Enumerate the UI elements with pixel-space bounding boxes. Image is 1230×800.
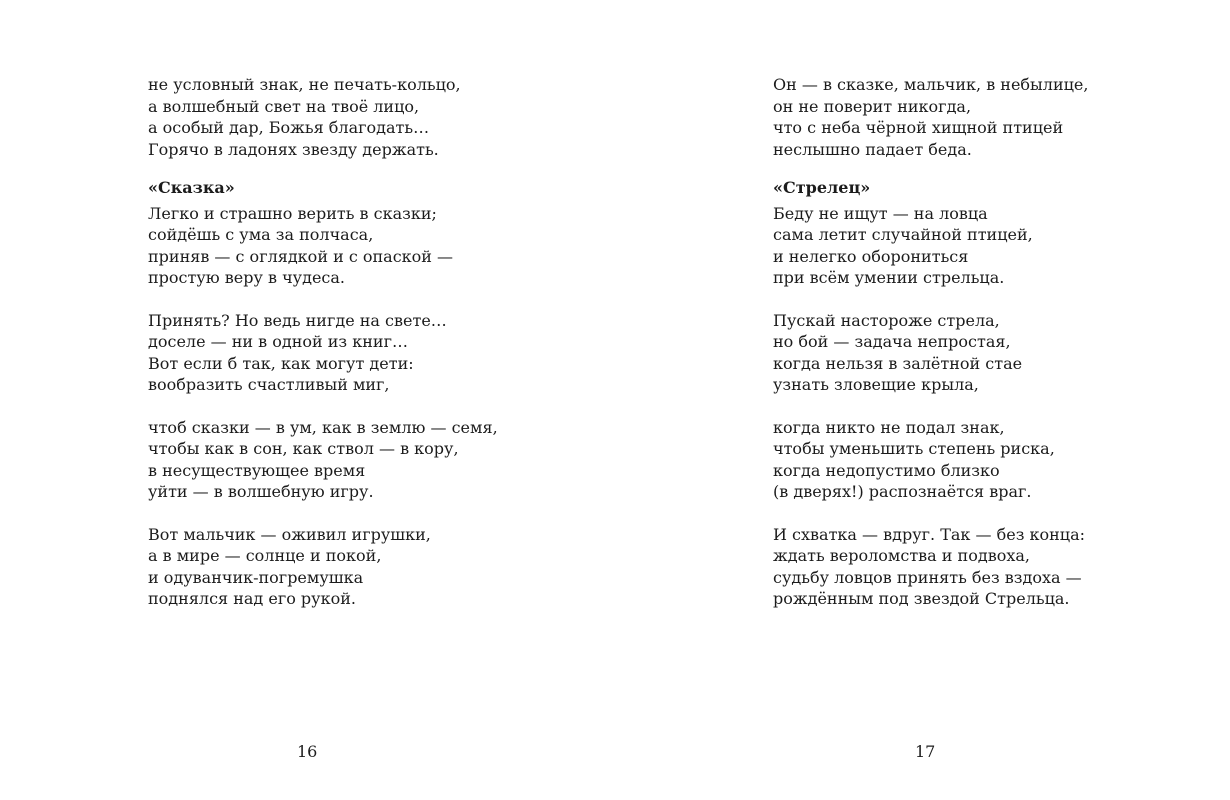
verse-line: уйти — в волшебную игру.: [148, 482, 374, 501]
verse-line: он не поверит никогда,: [773, 96, 972, 116]
left-page-text: [148, 74, 498, 631]
stanza: [773, 417, 1088, 503]
verse-line: Горячо в ладонях звезду держать.: [148, 139, 439, 159]
verse-line: в несуществующее время: [148, 460, 366, 480]
verse-line: сама летит случайной птицей,: [773, 225, 1033, 244]
poem-title: «Стрелец»: [773, 178, 871, 197]
stanza: [148, 310, 498, 396]
stanza: [148, 74, 498, 160]
verse-line: а особый дар, Божья благодать…: [148, 118, 430, 137]
verse-line: неслышно падает беда.: [773, 139, 972, 159]
verse-line: Пускай настороже стрела,: [773, 310, 1000, 330]
verse-line: и нелегко оборониться: [773, 246, 969, 266]
verse-line: чтоб сказки — в ум, как в землю — семя,: [148, 417, 498, 437]
verse-line: доселе — ни в одной из книг…: [148, 332, 408, 351]
stanza: [148, 417, 498, 503]
verse-line: что с неба чёрной хищной птицей: [773, 118, 1064, 137]
verse-line: узнать зловещие крыла,: [773, 375, 979, 394]
verse-line: И схватка — вдруг. Так — без конца:: [773, 524, 1086, 544]
verse-line: чтобы уменьшить степень риска,: [773, 439, 1055, 458]
verse-line: Беду не ищут — на ловца: [773, 203, 988, 223]
verse-line: (в дверях!) распознаётся враг.: [773, 482, 1032, 501]
verse-line: Вот если б так, как могут дети:: [148, 353, 414, 373]
stanza: [773, 310, 1088, 396]
verse-line: вообразить счастливый миг,: [148, 375, 390, 394]
stanza: [148, 203, 498, 289]
verse-line: Принять? Но ведь нигде на свете…: [148, 310, 447, 330]
stanza: [773, 203, 1088, 289]
poem-title: «Сказка»: [148, 178, 235, 197]
verse-line: судьбу ловцов принять без вздоха —: [773, 567, 1082, 587]
verse-line: но бой — задача непростая,: [773, 332, 1011, 351]
verse-line: простую веру в чудеса.: [148, 268, 345, 287]
verse-line: а волшебный свет на твоё лицо,: [148, 96, 420, 116]
verse-line: Вот мальчик — оживил игрушки,: [148, 524, 431, 544]
verse-line: Легко и страшно верить в сказки;: [148, 203, 437, 223]
verse-line: и одуванчик-погремушка: [148, 567, 364, 587]
verse-line: поднялся над его рукой.: [148, 589, 356, 608]
verse-line: приняв — с оглядкой и с опаской —: [148, 246, 454, 266]
page-number-right: 17: [915, 742, 936, 761]
verse-line: ждать вероломства и подвоха,: [773, 546, 1030, 565]
verse-line: сойдёшь с ума за полчаса,: [148, 225, 374, 244]
verse-line: не условный знак, не печать-кольцо,: [148, 75, 461, 94]
right-page-text: [773, 74, 1088, 631]
stanza: [773, 524, 1088, 610]
right-page: [615, 0, 1230, 800]
page-number-left: 16: [297, 742, 318, 761]
verse-line: а в мире — солнце и покой,: [148, 546, 382, 565]
verse-line: Он — в сказке, мальчик, в небылице,: [773, 75, 1089, 94]
verse-line: когда нельзя в залётной стае: [773, 353, 1023, 373]
stanza: [773, 74, 1088, 160]
stanza: [148, 524, 498, 610]
verse-line: когда никто не подал знак,: [773, 417, 1005, 437]
verse-line: чтобы как в сон, как ствол — в кору,: [148, 439, 459, 458]
verse-line: когда недопустимо близко: [773, 460, 1000, 480]
verse-line: рождённым под звездой Стрельца.: [773, 589, 1070, 608]
verse-line: при всём умении стрельца.: [773, 268, 1005, 287]
